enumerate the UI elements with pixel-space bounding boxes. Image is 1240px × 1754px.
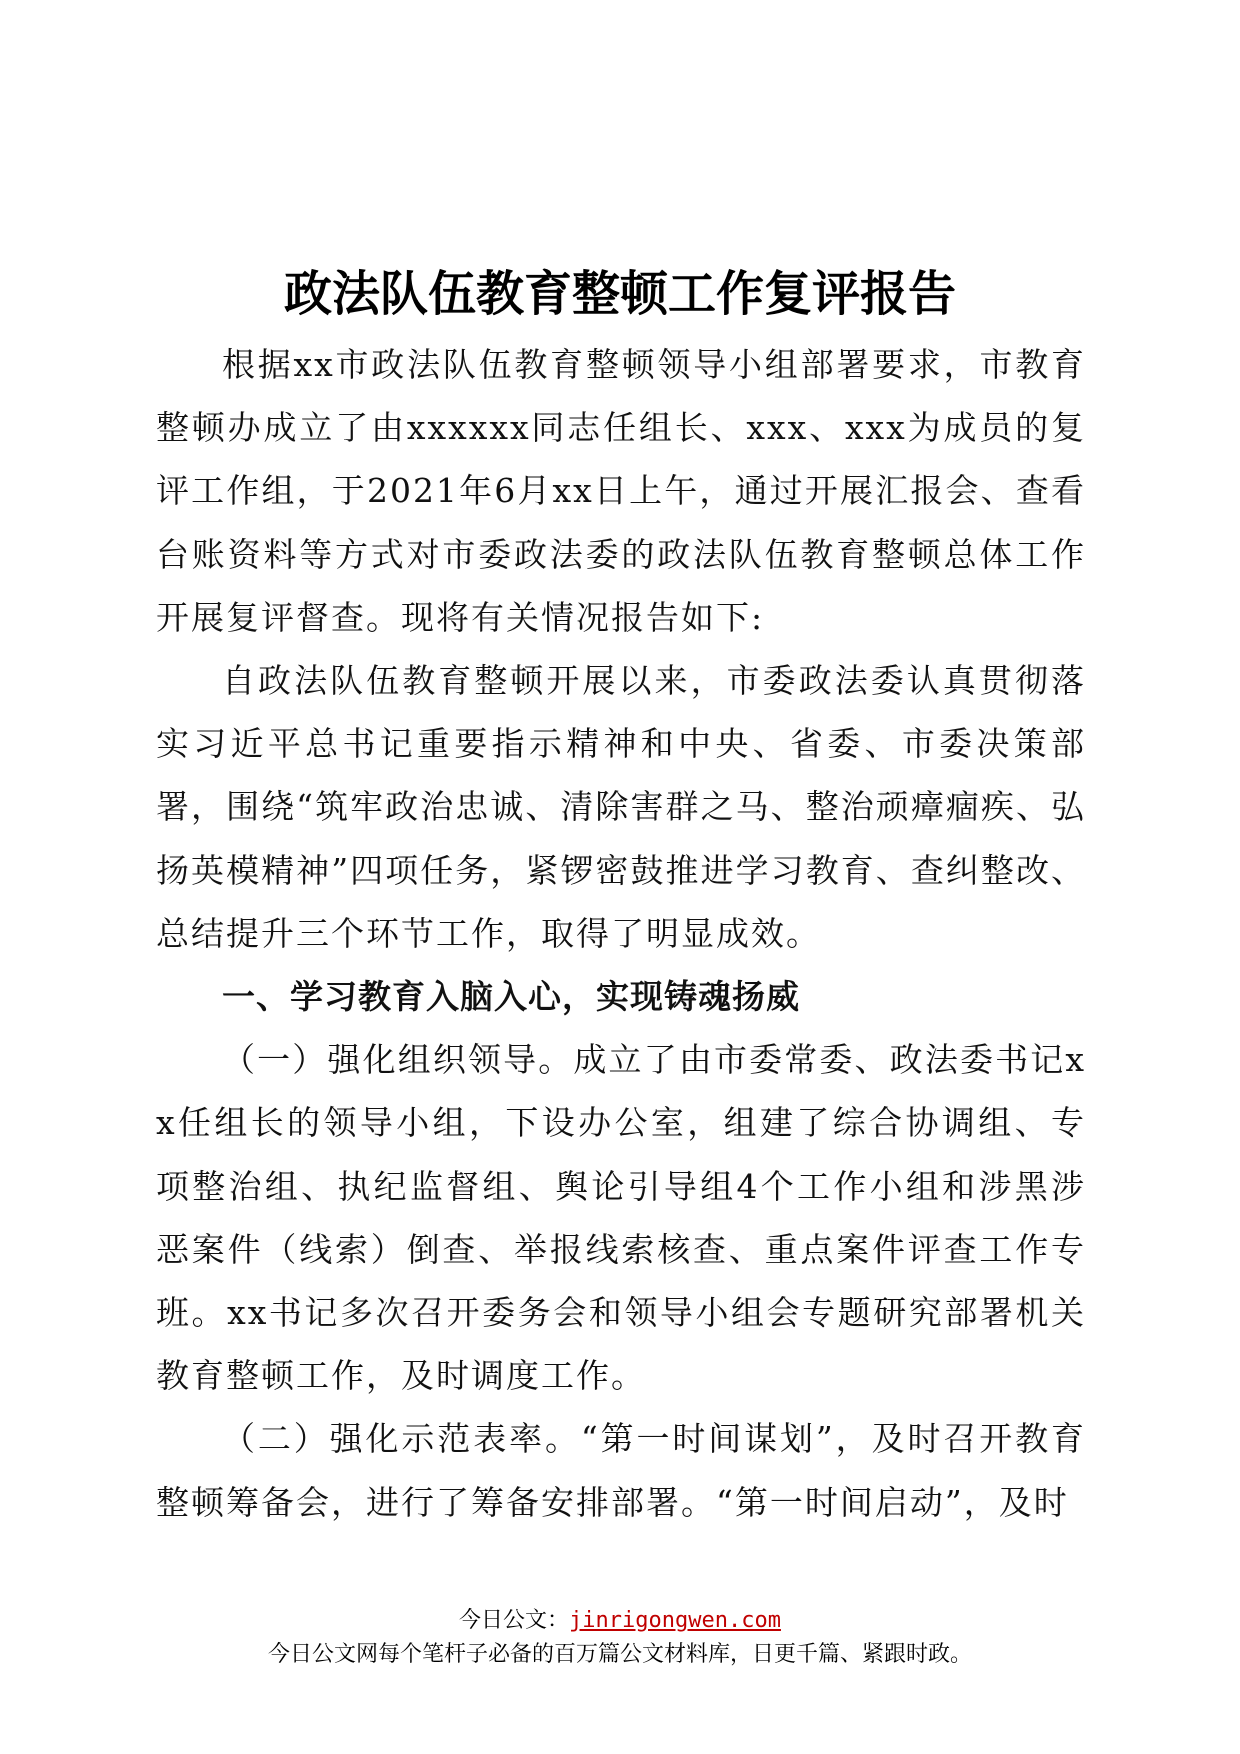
section-heading: 一、学习教育入脑入心，实现铸魂扬威 — [222, 977, 800, 1017]
footer-site-label: 今日公文： — [459, 1608, 570, 1633]
overview-paragraph: 自政法队伍教育整顿开展以来，市委政法委认真贯彻落实习近平总书记重要指示精神和中央、省委、市委决策部署，围绕“筑牢政治忠诚、清除害群之马、整治顽瘴痼疾、弘扬英模精神”四项任务，紧锣密鼓推进学习教育、查纠整改、总结提升三个环节工作，取得了明显成效。 — [156, 661, 1086, 953]
subsection-paragraph-1: （一）强化组织领导。成立了由市委常委、政法委书记xx任组长的领导小组，下设办公室，组建了综合协调组、专项整治组、执纪监督组、舆论引导组4个工作小组和涉黑涉恶案件（线索）倒查、举报线索核查、重点案件评查工作专班。xx书记多次召开委务会和领导小组会专题研究部署机关教育整顿工作，及时调度工作。 — [156, 1040, 1086, 1396]
intro-paragraph: 根据xx市政法队伍教育整顿领导小组部署要求，市教育整顿办成立了由xxxxxx同志任组长、xxx、xxx为成员的复评工作组，于2021年6月xx日上午，通过开展汇报会、查看台账资料等方式对市委政法委的政法队伍教育整顿总体工作开展复评督查。现将有关情况报告如下: — [156, 345, 1086, 637]
document-body — [156, 333, 1086, 1534]
footer-site-line — [0, 1606, 1240, 1636]
document-title: 政法队伍教育整顿工作复评报告 — [283, 266, 956, 323]
footer-slogan: 今日公文网每个笔杆子必备的百万篇公文材料库，日更千篇、紧跟时政。 — [267, 1642, 972, 1667]
subsection-paragraph-2: （二）强化示范表率。“第一时间谋划”，及时召开教育整顿筹备会，进行了筹备安排部署。“第一时间启动”，及时 — [156, 1419, 1086, 1522]
footer-site-link[interactable]: jinrigongwen.com — [569, 1608, 781, 1633]
